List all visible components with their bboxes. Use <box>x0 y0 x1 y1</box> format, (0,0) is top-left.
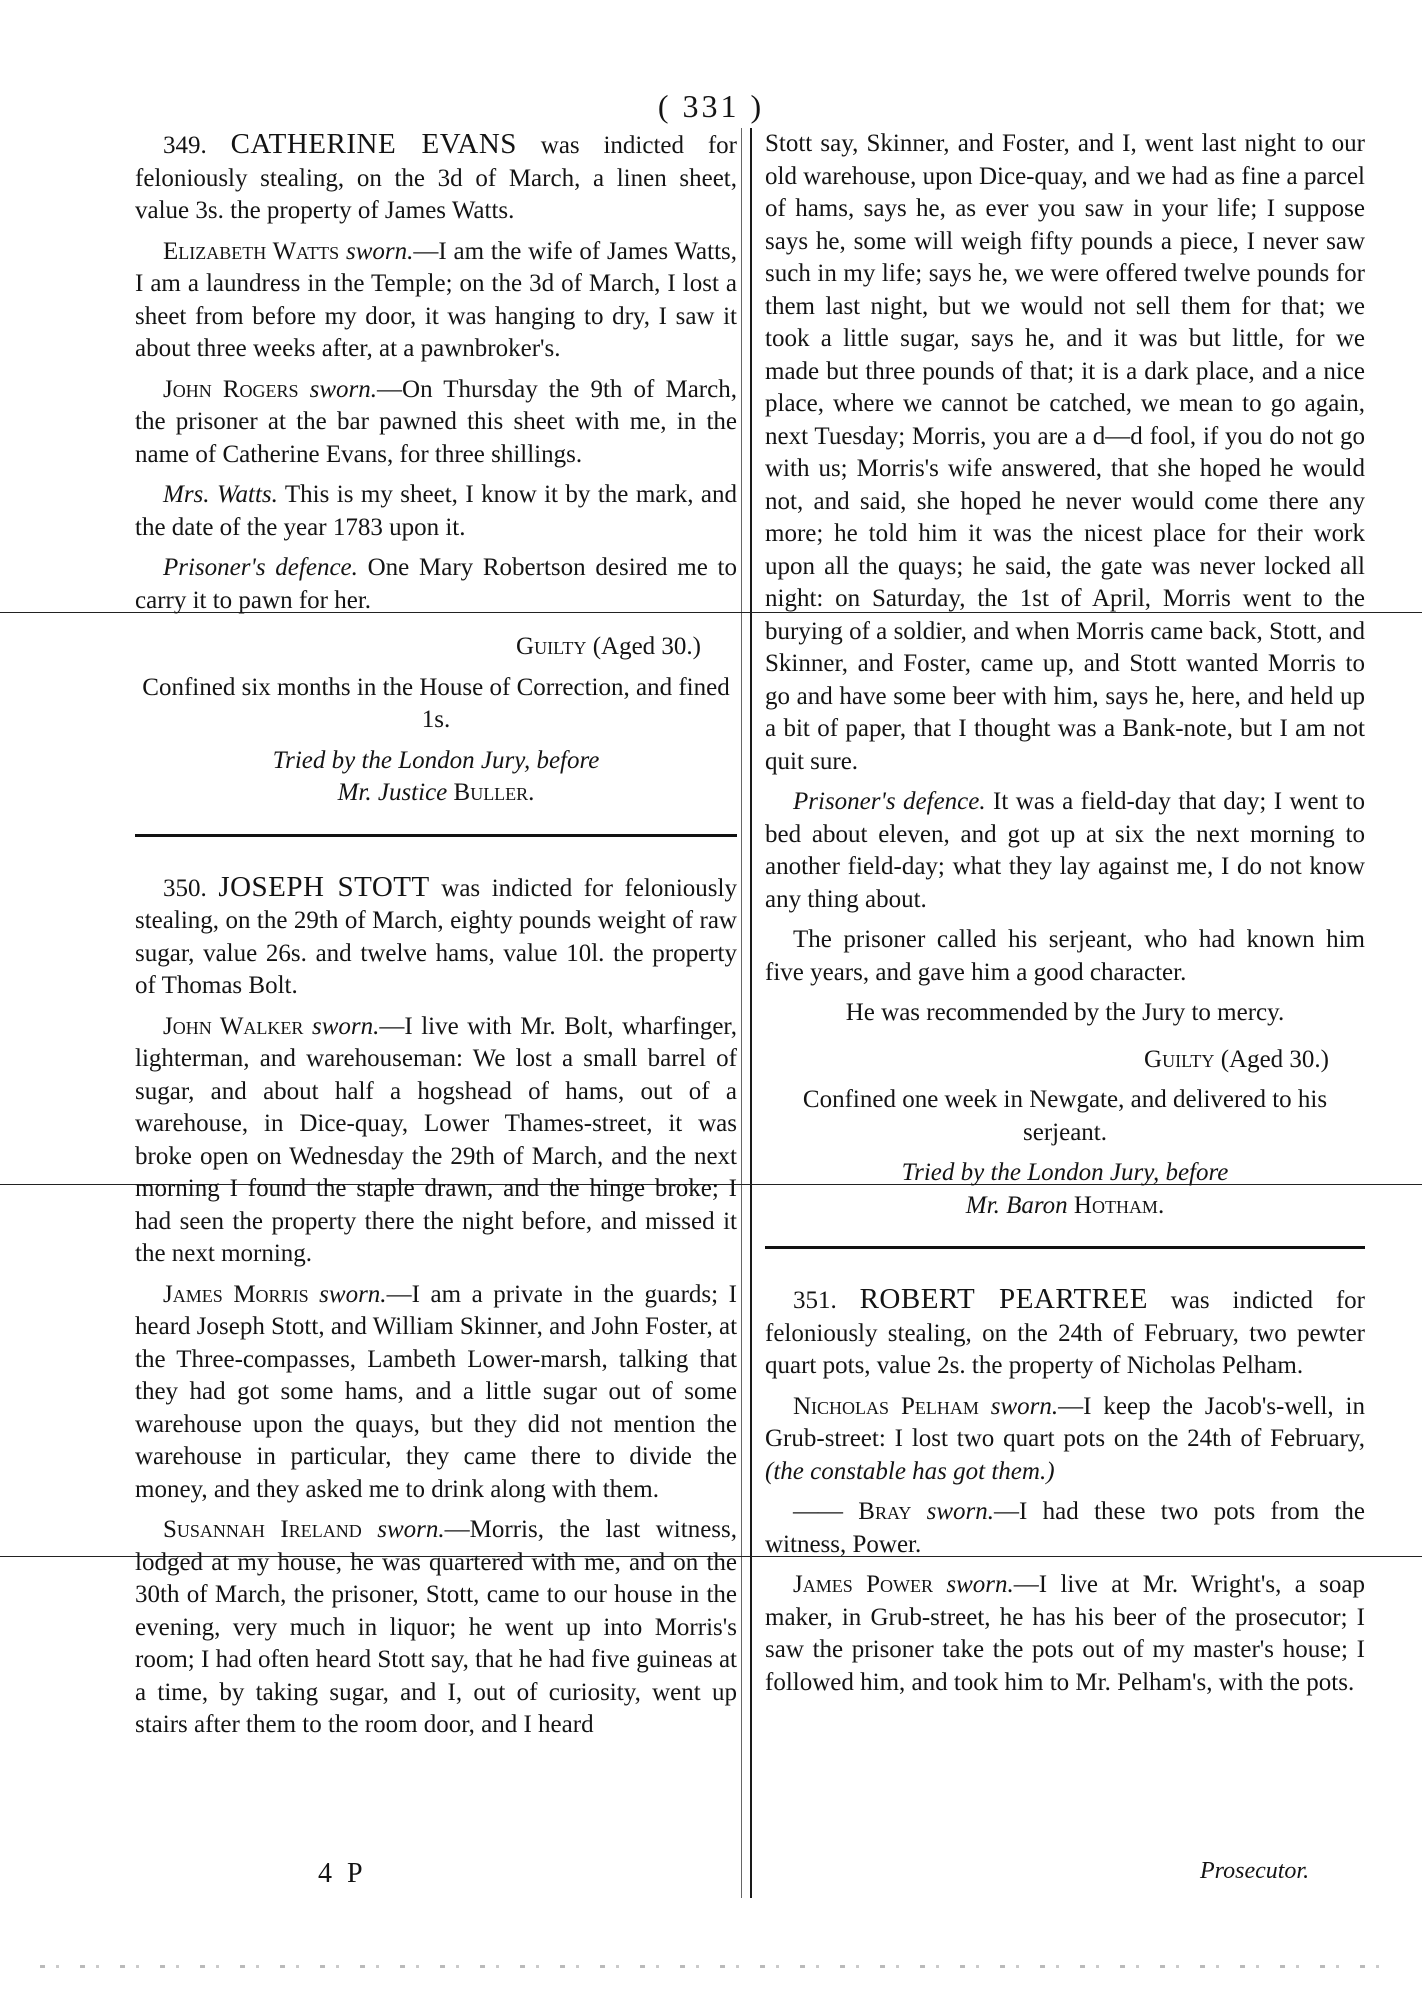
sworn-label: sworn. <box>377 1516 445 1543</box>
sentence: Confined one week in Newgate, and delivered to his serjeant. <box>802 1086 1328 1146</box>
witness-testimony <box>135 374 737 472</box>
witness-name: John Walker <box>163 1012 304 1040</box>
witness-name: Elizabeth Watts <box>163 237 340 265</box>
jury-recommendation: He was recommended by the Jury to mercy. <box>845 999 1285 1026</box>
tried-by <box>135 745 737 810</box>
sworn-label: sworn. <box>990 1392 1059 1420</box>
sworn-label: sworn. <box>926 1498 995 1525</box>
testimony-text: —I am the wife of James Watts, I am a laundress in the Temple; on the 3d of March, I lost a sheet from before my door, it was hanging to dry, I saw it about three weeks after, at a pawnbroker's. <box>135 237 737 362</box>
column-divider <box>750 128 752 1898</box>
prisoner-age: (Aged 30.) <box>1220 1045 1329 1073</box>
sworn-label: sworn. <box>311 1012 380 1040</box>
witness-testimony <box>135 1279 737 1507</box>
witness-name: James Power <box>793 1571 933 1598</box>
judge-title: Mr. Justice <box>337 779 448 806</box>
witness-name: James Morris <box>163 1280 309 1308</box>
witness-testimony <box>135 236 737 366</box>
witness-testimony <box>765 1391 1365 1489</box>
prisoner-defence <box>765 786 1365 916</box>
indictment-text: was indicted for feloniously stealing, on the 29th of March, eighty pounds weight of raw sugar, value 26s. and twelve hams, value 10l. the property of Thomas Bolt. <box>135 874 737 999</box>
witness-name: Nicholas Pelham <box>793 1392 979 1420</box>
tried-by-line: Tried by the London Jury, before <box>901 1159 1229 1186</box>
witness-testimony <box>135 479 737 544</box>
witness-name: Susannah Ireland <box>163 1516 362 1543</box>
defence-text: It was a field-day that day; I went to bed about eleven, and got up at six the next morning to another field-day; what they lay against me, I do not know any thing about. <box>765 788 1365 913</box>
case-number: 350. <box>163 874 207 902</box>
character-witness: The prisoner called his serjeant, who had known him five years, and gave him a good character. <box>765 926 1365 986</box>
sentence: Confined six months in the House of Correction, and fined 1s. <box>142 673 730 733</box>
indictment-text: was indicted for feloniously stealing, on the 24th of February, two pewter quart pots, value 2s. the property of Nicholas Pelham. <box>765 1287 1366 1379</box>
testimony-text: —I am a private in the guards; I heard Joseph Stott, and William Skinner, and John Foster, at the Three-compasses, Lambeth Lower-marsh, talking that they had got some hams, and a little sugar out of some warehouse upon the quays, but they did not mention the warehouse in particular, they came there to divide the money, and they asked me to drink along with them. <box>135 1280 738 1503</box>
testimony-text: —Morris, the last witness, lodged at my house, he was quartered with me, and on the 30th of March, the prisoner, Stott, came to our house in the evening, very much in liquor; he went up into Morris's room; I had often heard Stott say, that he had five guineas at a time, by taking sugar, and I, out of curiosity, went up stairs after them to the room door, and I heard <box>135 1516 737 1738</box>
witness-testimony <box>135 1011 737 1271</box>
sworn-label: sworn. <box>319 1280 387 1308</box>
witness-testimony <box>135 1514 737 1742</box>
witness-name: —— Bray <box>793 1498 912 1525</box>
case-351-indictment <box>765 1283 1365 1383</box>
sworn-label: sworn. <box>946 1571 1014 1598</box>
verdict <box>765 1044 1365 1077</box>
verdict <box>135 631 737 664</box>
testimony-text: —On Thursday the 9th of March, the prisoner at the bar pawned this sheet with me, in the name of Catherine Evans, for three shillings. <box>135 375 737 468</box>
defendant-name: ROBERT PEARTREE <box>859 1283 1148 1315</box>
judge-name: Hotham. <box>1073 1191 1165 1219</box>
verdict-label: Guilty <box>516 633 587 660</box>
case-separator <box>135 834 737 837</box>
case-number: 349. <box>163 132 207 159</box>
prisoner-defence <box>135 552 737 617</box>
left-column <box>135 128 737 1750</box>
testimony-text: —I live with Mr. Bolt, wharfinger, lighterman, and warehouseman: We lost a small barrel of sugar, and about half a hogshead of hams, out of a warehouse, in Dice-quay, Lower Thames-street, it was broke open on Wednesday the 29th of March, and the next morning I found the staple drawn, and the hinge broke; I had seen the property there the night before, and missed it the next morning. <box>135 1012 737 1267</box>
defence-label: Prisoner's defence. <box>163 554 358 581</box>
testimony-note: (the constable has got them.) <box>765 1457 1055 1485</box>
case-number: 351. <box>793 1287 837 1314</box>
case-350-indictment <box>135 871 737 1003</box>
testimony-text: —I live at Mr. Wright's, a soap maker, in Grub-street, he has his beer of the prosecutor; I saw the prisoner take the pots out of my master's house; I followed him, and took him to Mr. Pelham's, with the pots. <box>765 1571 1366 1696</box>
catchword: Prosecutor. <box>1200 1858 1310 1884</box>
judge-title: Mr. Baron <box>965 1191 1068 1219</box>
tried-by <box>765 1157 1365 1222</box>
witness-name: Mrs. Watts. <box>163 481 278 508</box>
judge-name: Buller. <box>453 779 535 806</box>
scan-noise <box>40 1965 1400 1968</box>
defendant-name: CATHERINE EVANS <box>230 128 517 160</box>
witness-testimony <box>765 1496 1365 1561</box>
defence-text: One Mary Robertson desired me to carry it to pawn for her. <box>135 554 737 614</box>
testimony-text: —I had these two pots from the witness, Power. <box>765 1498 1365 1558</box>
tried-by-line: Tried by the London Jury, before <box>272 746 600 774</box>
right-column <box>765 128 1365 1707</box>
testimony-text: This is my sheet, I know it by the mark, and the date of the year 1783 upon it. <box>135 481 738 541</box>
sworn-label: sworn. <box>346 237 414 265</box>
sworn-label: sworn. <box>309 375 378 403</box>
verdict-label: Guilty <box>1144 1045 1215 1073</box>
page-number: ( 331 ) <box>657 88 765 124</box>
defendant-name: JOSEPH STOTT <box>218 870 430 903</box>
testimony-text: —I keep the Jacob's-well, in Grub-street: I lost two quart pots on the 24th of February, <box>765 1392 1366 1452</box>
signature-mark: 4 P <box>318 1858 367 1889</box>
witness-name: John Rogers <box>163 375 299 403</box>
indictment-text: was indicted for feloniously stealing, on the 3d of March, a linen sheet, value 3s. the property of James Watts. <box>135 132 737 224</box>
case-349-indictment <box>135 128 737 228</box>
column-divider-inner <box>741 128 742 1898</box>
prisoner-age: (Aged 30.) <box>592 633 701 660</box>
defence-label: Prisoner's defence. <box>793 788 986 815</box>
testimony-continued: Stott say, Skinner, and Foster, and I, went last night to our old warehouse, upon Dice-quay, and we had as fine a parcel of hams, says he, as ever you saw in your life; I suppose says he, some will weigh fifty pounds a piece, I never saw such in my life; says he, we were offered twelve pounds for them last night, but we would not sell them for that; we took a little sugar, says he, and it was but little, for we made but three pounds of that; it is a dark place, and a nice place, where we cannot be catched, we mean to go again, next Tuesday; Morris, you are a d—d fool, if you do not go with us; Morris's wife answered, that she hoped he would not, and said, she hoped he never would come there any more; he told him it was the nicest place for their work upon all the quays; he said, the gate was never locked all night: on Saturday, the 1st of April, Morris went to the burying of a soldier, and when Morris came back, Stott, and Skinner, and Foster, came up, and Stott wanted Morris to go and have some beer with him, says he, here, and held up a bit of paper, that I thought was a Bank-note, but I am not quit sure. <box>765 130 1365 775</box>
witness-testimony <box>765 1569 1365 1699</box>
case-separator <box>765 1246 1365 1249</box>
